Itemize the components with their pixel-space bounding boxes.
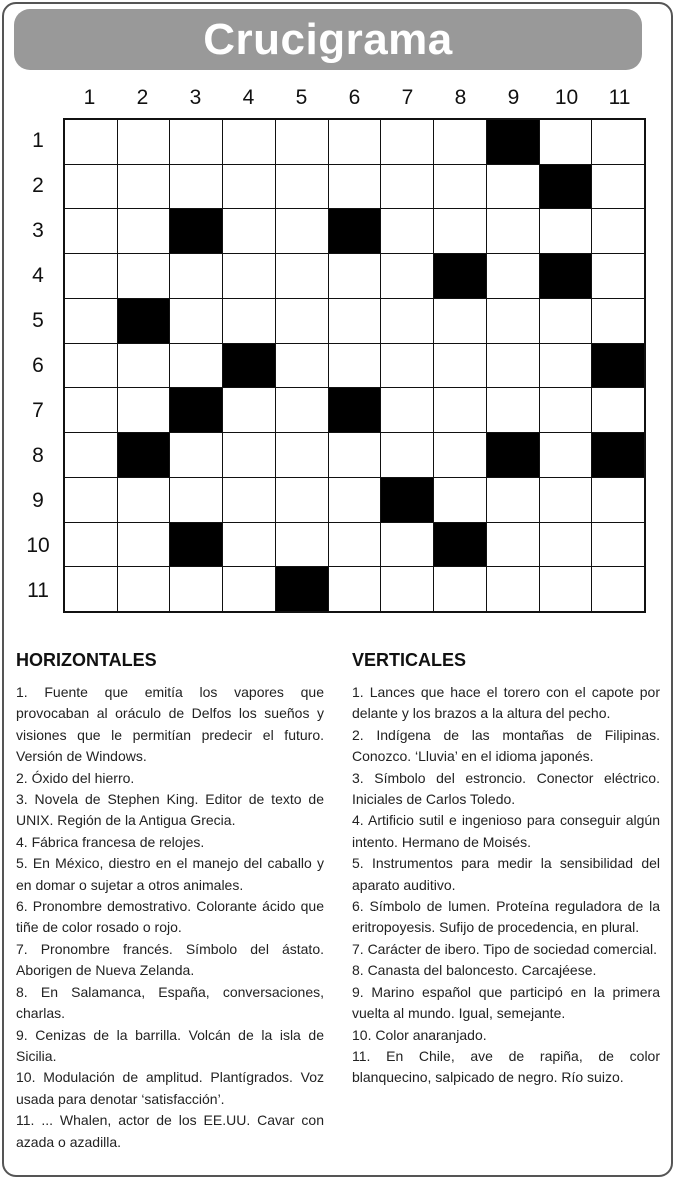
grid-cell[interactable] bbox=[381, 523, 433, 567]
black-cell bbox=[487, 433, 539, 477]
grid-cell[interactable] bbox=[329, 478, 381, 522]
grid-cell[interactable] bbox=[540, 388, 592, 432]
grid-cell[interactable] bbox=[381, 299, 433, 343]
grid-cell[interactable] bbox=[487, 209, 539, 253]
grid-cell[interactable] bbox=[118, 120, 170, 164]
grid-cell[interactable] bbox=[118, 388, 170, 432]
grid-cell[interactable] bbox=[540, 567, 592, 611]
grid-cell[interactable] bbox=[65, 388, 117, 432]
grid-cell[interactable] bbox=[434, 299, 486, 343]
column-number: 8 bbox=[454, 86, 467, 109]
clue-item: 7. Pronombre francés. Símbolo del ástato. Aborigen de Nueva Zelanda. bbox=[16, 940, 324, 979]
title-banner bbox=[14, 9, 642, 70]
clue-item: 10. Modulación de amplitud. Plantígrados. Voz usada para denotar ‘satisfacción’. bbox=[16, 1069, 324, 1107]
row-number: 11 bbox=[27, 579, 49, 602]
black-cell bbox=[540, 165, 592, 209]
grid-cell[interactable] bbox=[118, 567, 170, 611]
black-cell bbox=[170, 209, 222, 253]
horizontal-clues bbox=[16, 650, 324, 1153]
grid-cell[interactable] bbox=[170, 478, 222, 522]
black-cell bbox=[592, 344, 644, 388]
grid-cell[interactable] bbox=[170, 433, 222, 477]
grid-cell[interactable] bbox=[592, 523, 644, 567]
grid-cell[interactable] bbox=[434, 433, 486, 477]
grid-cell[interactable] bbox=[276, 523, 328, 567]
grid-cell[interactable] bbox=[170, 567, 222, 611]
black-cell bbox=[329, 209, 381, 253]
grid-cell[interactable] bbox=[170, 344, 222, 388]
grid-cell[interactable] bbox=[65, 254, 117, 298]
grid-cell[interactable] bbox=[329, 567, 381, 611]
grid-cell[interactable] bbox=[329, 254, 381, 298]
grid-cell[interactable] bbox=[592, 299, 644, 343]
row-number: 10 bbox=[26, 534, 50, 557]
grid-cell[interactable] bbox=[381, 120, 433, 164]
column-number: 11 bbox=[608, 86, 631, 109]
grid-cell[interactable] bbox=[487, 299, 539, 343]
grid-cell[interactable] bbox=[540, 433, 592, 477]
grid-cell[interactable] bbox=[65, 478, 117, 522]
clue-item: 8. En Salamanca, España, conversaciones, charlas. bbox=[16, 983, 324, 1022]
grid-cell[interactable] bbox=[592, 388, 644, 432]
grid-cell[interactable] bbox=[65, 433, 117, 477]
grid-cell[interactable] bbox=[329, 433, 381, 477]
row-number: 2 bbox=[32, 174, 44, 197]
grid-cell[interactable] bbox=[276, 299, 328, 343]
clue-item: 6. Símbolo de lumen. Proteína reguladora de la eritropoyesis. Sufijo de procedencia, en plural. bbox=[352, 898, 660, 936]
black-cell bbox=[434, 254, 486, 298]
grid-cell[interactable] bbox=[540, 523, 592, 567]
crossword-grid bbox=[63, 118, 646, 613]
black-cell bbox=[487, 120, 539, 164]
grid-cell[interactable] bbox=[381, 165, 433, 209]
column-number: 6 bbox=[348, 86, 361, 109]
grid-cell[interactable] bbox=[118, 165, 170, 209]
column-number: 3 bbox=[189, 86, 202, 109]
black-cell bbox=[381, 478, 433, 522]
grid-cell[interactable] bbox=[487, 344, 539, 388]
grid-cell[interactable] bbox=[329, 299, 381, 343]
clue-item: 8. Canasta del baloncesto. Carcajéese. bbox=[352, 962, 597, 979]
grid-cell[interactable] bbox=[434, 120, 486, 164]
grid-cell[interactable] bbox=[592, 478, 644, 522]
grid-cell[interactable] bbox=[170, 165, 222, 209]
row-number: 3 bbox=[32, 219, 44, 242]
clue-item: 6. Pronombre demostrativo. Colorante ácido que tiñe de color rosado o rojo. bbox=[16, 898, 324, 936]
clue-item: 10. Color anaranjado. bbox=[352, 1026, 487, 1043]
grid-cell[interactable] bbox=[223, 209, 275, 253]
grid-cell[interactable] bbox=[434, 388, 486, 432]
grid-cell[interactable] bbox=[487, 254, 539, 298]
black-cell bbox=[329, 388, 381, 432]
grid-cell[interactable] bbox=[223, 254, 275, 298]
column-number: 7 bbox=[401, 86, 414, 109]
grid-cell[interactable] bbox=[487, 523, 539, 567]
grid-cell[interactable] bbox=[276, 120, 328, 164]
horizontal-heading: HORIZONTALES bbox=[16, 650, 157, 670]
grid-cell[interactable] bbox=[170, 120, 222, 164]
clue-item: 11. En Chile, ave de rapiña, de color blanquecino, salpicado de negro. Río suizo. bbox=[352, 1047, 660, 1086]
black-cell bbox=[434, 523, 486, 567]
grid-cell[interactable] bbox=[434, 344, 486, 388]
grid-cell[interactable] bbox=[223, 299, 275, 343]
black-cell bbox=[223, 344, 275, 388]
grid-cell[interactable] bbox=[223, 567, 275, 611]
clue-item: 1. Lances que hace el torero con el capote por delante y los brazos a la altura del pecho. bbox=[352, 684, 660, 722]
row-number: 1 bbox=[32, 129, 44, 152]
grid-cell[interactable] bbox=[540, 478, 592, 522]
grid-cell[interactable] bbox=[592, 567, 644, 611]
clue-item: 7. Carácter de ibero. Tipo de sociedad comercial. bbox=[352, 940, 658, 957]
vertical-clues bbox=[352, 650, 660, 1089]
grid-cell[interactable] bbox=[276, 478, 328, 522]
grid-cell[interactable] bbox=[223, 165, 275, 209]
column-number: 9 bbox=[507, 86, 520, 109]
black-cell bbox=[540, 254, 592, 298]
grid-cell[interactable] bbox=[65, 523, 117, 567]
grid-cell[interactable] bbox=[592, 165, 644, 209]
grid-cell[interactable] bbox=[223, 388, 275, 432]
clue-item: 11. ... Whalen, actor de los EE.UU. Cavar con azada o azadilla. bbox=[16, 1112, 324, 1150]
grid-cell[interactable] bbox=[434, 567, 486, 611]
grid-cell[interactable] bbox=[592, 120, 644, 164]
grid-cell[interactable] bbox=[223, 120, 275, 164]
column-number: 10 bbox=[554, 86, 579, 109]
black-cell bbox=[592, 433, 644, 477]
clue-item: 4. Fábrica francesa de relojes. bbox=[16, 833, 205, 850]
clue-item: 3. Novela de Stephen King. Editor de texto de UNIX. Región de la Antigua Grecia. bbox=[16, 791, 324, 829]
grid-cell[interactable] bbox=[434, 165, 486, 209]
grid-cell[interactable] bbox=[487, 165, 539, 209]
grid-cell[interactable] bbox=[434, 209, 486, 253]
clue-item: 5. Instrumentos para medir la sensibilidad del aparato auditivo. bbox=[352, 855, 660, 893]
black-cell bbox=[170, 388, 222, 432]
row-number: 7 bbox=[32, 399, 44, 422]
clue-item: 4. Artificio sutil e ingenioso para conseguir algún intento. Hermano de Moisés. bbox=[352, 812, 660, 850]
grid-cell[interactable] bbox=[170, 254, 222, 298]
grid-cell[interactable] bbox=[381, 567, 433, 611]
black-cell bbox=[118, 433, 170, 477]
grid-cell[interactable] bbox=[487, 567, 539, 611]
grid-cell[interactable] bbox=[65, 299, 117, 343]
column-number: 5 bbox=[295, 86, 308, 109]
grid-cell[interactable] bbox=[329, 344, 381, 388]
clue-item: 1. Fuente que emitía los vapores que provocaban al oráculo de Delfos los sueños y visiones que le permitían predecir el futuro. Versión de Windows. bbox=[16, 684, 324, 765]
grid-cell[interactable] bbox=[65, 165, 117, 209]
grid-cell[interactable] bbox=[487, 478, 539, 522]
grid-cell[interactable] bbox=[276, 388, 328, 432]
grid-cell[interactable] bbox=[65, 120, 117, 164]
page-title: Crucigrama bbox=[203, 15, 453, 64]
vertical-heading: VERTICALES bbox=[352, 650, 467, 670]
column-number: 4 bbox=[242, 86, 255, 109]
grid-cell[interactable] bbox=[381, 388, 433, 432]
grid-cell[interactable] bbox=[381, 433, 433, 477]
grid-cell[interactable] bbox=[276, 344, 328, 388]
clue-item: 5. En México, diestro en el manejo del caballo y en domar o sujetar a otros animales. bbox=[16, 855, 324, 893]
row-number: 5 bbox=[32, 309, 44, 332]
clue-item: 9. Cenizas de la barrilla. Volcán de la isla de Sicilia. bbox=[16, 1026, 324, 1064]
grid-cell[interactable] bbox=[65, 209, 117, 253]
grid-cell[interactable] bbox=[118, 254, 170, 298]
row-number: 6 bbox=[32, 354, 44, 377]
clue-item: 2. Óxido del hierro. bbox=[16, 769, 135, 786]
grid-cell[interactable] bbox=[381, 344, 433, 388]
grid-cell[interactable] bbox=[592, 209, 644, 253]
grid-cell[interactable] bbox=[276, 209, 328, 253]
grid-cell[interactable] bbox=[381, 254, 433, 298]
black-cell bbox=[170, 523, 222, 567]
row-number: 8 bbox=[32, 444, 44, 467]
row-number: 4 bbox=[32, 264, 44, 287]
grid-cell[interactable] bbox=[329, 120, 381, 164]
grid-cell[interactable] bbox=[118, 209, 170, 253]
grid-cell[interactable] bbox=[118, 478, 170, 522]
grid-cell[interactable] bbox=[540, 299, 592, 343]
grid-cell[interactable] bbox=[276, 165, 328, 209]
grid-cell[interactable] bbox=[381, 209, 433, 253]
grid-cell[interactable] bbox=[223, 523, 275, 567]
black-cell bbox=[276, 567, 328, 611]
clue-item: 3. Símbolo del estroncio. Conector eléctrico. Iniciales de Carlos Toledo. bbox=[352, 769, 660, 808]
grid-cell[interactable] bbox=[118, 344, 170, 388]
grid-cell[interactable] bbox=[592, 254, 644, 298]
grid-cell[interactable] bbox=[329, 523, 381, 567]
black-cell bbox=[118, 299, 170, 343]
grid-cell[interactable] bbox=[276, 433, 328, 477]
grid-cell[interactable] bbox=[65, 567, 117, 611]
column-number: 2 bbox=[136, 86, 149, 109]
grid-cell[interactable] bbox=[223, 478, 275, 522]
grid-cell[interactable] bbox=[329, 165, 381, 209]
clue-item: 9. Marino español que participó en la primera vuelta al mundo. Igual, semejante. bbox=[352, 983, 660, 1022]
column-number: 1 bbox=[83, 86, 96, 109]
grid-cell[interactable] bbox=[118, 523, 170, 567]
grid-cell[interactable] bbox=[223, 433, 275, 477]
grid-cell[interactable] bbox=[170, 299, 222, 343]
grid-cell[interactable] bbox=[540, 344, 592, 388]
row-number: 9 bbox=[32, 489, 44, 512]
grid-cell[interactable] bbox=[487, 388, 539, 432]
grid-cell[interactable] bbox=[540, 120, 592, 164]
grid-cell[interactable] bbox=[540, 209, 592, 253]
clue-item: 2. Indígena de las montañas de Filipinas. Conozco. ‘Lluvia’ en el idioma japonés. bbox=[352, 726, 660, 765]
grid-cell[interactable] bbox=[65, 344, 117, 388]
grid-cell[interactable] bbox=[276, 254, 328, 298]
grid-cell[interactable] bbox=[434, 478, 486, 522]
